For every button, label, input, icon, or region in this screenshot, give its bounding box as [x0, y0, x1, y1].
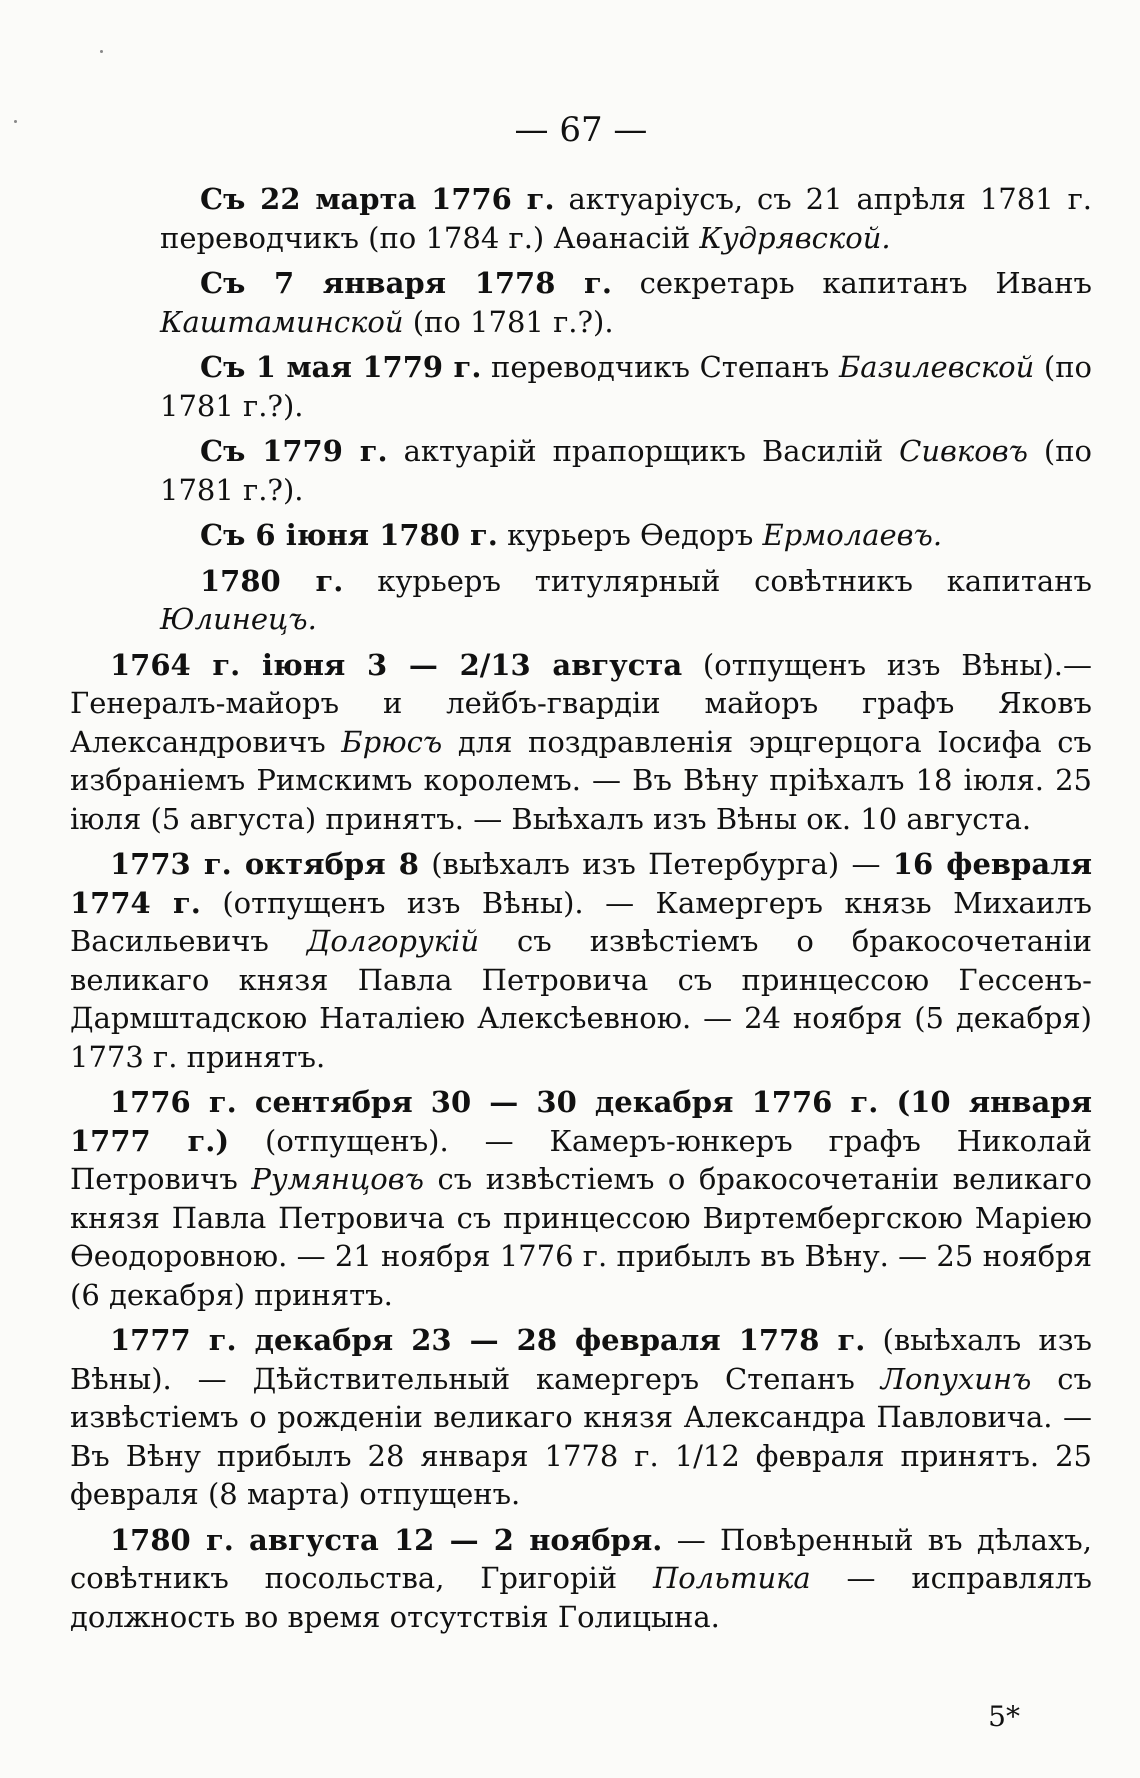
person-name: Долгорукій [306, 924, 480, 958]
entry-text: (по 1781 г.?). [160, 434, 1092, 507]
entry-text: переводчикъ Степанъ [481, 350, 839, 384]
person-name: Польтика [652, 1561, 811, 1595]
person-name: Лопухинъ [880, 1361, 1032, 1396]
entry-text: съ извѣстіемъ о бракосочетаніи великаго князя Павла Петровича съ принцессою Виртембергскою Маріею Ѳеодоровною. — 21 ноября 1776 г. прибылъ въ Вѣну. — 25 ноября (6 декабря) принятъ. [70, 1162, 1092, 1312]
entry-text: для поздравленія эрцгерцога Іосифа съ избраніемъ Римскимъ королемъ. — Въ Вѣну пріѣхалъ 18 іюля. 25 іюля (5 августа) принятъ. — Выѣхалъ изъ Вѣны ок. 10 августа. [70, 724, 1092, 836]
entry-paragraph [70, 432, 1092, 509]
person-name: Каштаминской [160, 304, 404, 339]
date-heading: 16 февраля 1774 г. [70, 847, 1092, 920]
person-name: Ермолаевъ. [762, 518, 943, 552]
date-heading: Съ 6 іюня 1780 г. [200, 518, 498, 552]
entry-paragraph [70, 845, 1092, 1076]
entry-text: актуарій прапорщикъ Василій [387, 434, 900, 468]
entry-text: съ извѣстіемъ о рожденіи великаго князя Александра Павловича. — Въ Вѣну прибылъ 28 января 1778 г. 1/12 февраля принятъ. 25 февраля (8 марта) отпущенъ. [70, 1361, 1092, 1511]
entry-paragraph [70, 516, 1092, 555]
entry-text: (выѣхалъ изъ Вѣны). — Дѣйствительный камергеръ Степанъ [70, 1323, 1092, 1396]
entry-text: (выѣхалъ изъ Петербурга) — [418, 847, 893, 881]
page-number: — 67 — [514, 110, 648, 150]
entry-paragraph [70, 1083, 1092, 1314]
date-heading: Съ 1 мая 1779 г. [200, 350, 482, 384]
date-heading: 1780 г. августа 12 — 2 ноября. [110, 1522, 663, 1557]
date-heading: Съ 22 марта 1776 г. [200, 182, 555, 216]
date-heading: 1764 г. іюня 3 — 2/13 августа [110, 647, 683, 682]
entry-paragraph [70, 1321, 1092, 1514]
page-body [70, 180, 1092, 1636]
entry-text: (по 1781 г.?). [160, 350, 1092, 423]
person-name: Румянцовъ [251, 1162, 424, 1196]
entry-paragraph [70, 264, 1092, 341]
entry-paragraph [70, 562, 1092, 639]
entry-text: (по 1781 г.?). [403, 304, 614, 339]
date-heading: 1776 г. сентября 30 — 30 декабря 1776 г. (10 января 1777 г.) [70, 1085, 1092, 1158]
date-heading: Съ 1779 г. [200, 434, 388, 468]
date-heading: 1780 г. [200, 563, 344, 598]
entry-text: (отпущенъ изъ Вѣны). — Камергеръ князь Михаилъ Васильевичъ [70, 885, 1092, 958]
entry-text: (отпущенъ изъ Вѣны).— Генералъ-майоръ и лейбъ-гвардіи майоръ графъ Яковъ Александровичъ [70, 647, 1093, 759]
entry-text: курьеръ титулярный совѣтникъ капитанъ [343, 563, 1092, 598]
person-name: Кудрявской. [699, 220, 891, 255]
entry-paragraph [70, 348, 1092, 425]
entry-paragraph [70, 1521, 1092, 1637]
entry-text: секретарь капитанъ Иванъ [611, 266, 1093, 300]
date-heading: Съ 7 января 1778 г. [200, 266, 612, 300]
entry-text: курьеръ Ѳедоръ [497, 518, 763, 552]
person-name: Брюсъ [341, 724, 443, 759]
person-name: Базилевской [838, 350, 1035, 384]
entry-text: актуаріусъ, съ 21 апрѣля 1781 г. переводчикъ (по 1784 г.) Аѳанасій [160, 182, 1092, 255]
entry-text: — исправлялъ должность во время отсутствія Голицына. [70, 1561, 1093, 1634]
entry-text: съ извѣстіемъ о бракосочетаніи великаго князя Павла Петровича съ принцессою Гессенъ-Дармштадскою Наталіею Алексѣевною. — 24 ноября (5 декабря) 1773 г. принятъ. [70, 924, 1092, 1074]
date-heading: 1777 г. декабря 23 — 28 февраля 1778 г. [110, 1323, 866, 1357]
entry-text: (отпущенъ). — Камеръ-юнкеръ графъ Николай Петровичъ [70, 1123, 1092, 1196]
signature-mark: 5* [988, 1700, 1020, 1733]
person-name: Сивковъ [899, 434, 1028, 468]
entry-text: — Повѣренный въ дѣлахъ, совѣтникъ посольства, Григорій [70, 1522, 1092, 1595]
paper-speck [14, 120, 17, 123]
entry-paragraph [70, 180, 1092, 257]
date-heading: 1773 г. октября 8 [110, 847, 419, 881]
person-name: Юлинецъ. [160, 602, 317, 636]
entry-paragraph [70, 646, 1092, 839]
paper-speck [100, 50, 103, 53]
